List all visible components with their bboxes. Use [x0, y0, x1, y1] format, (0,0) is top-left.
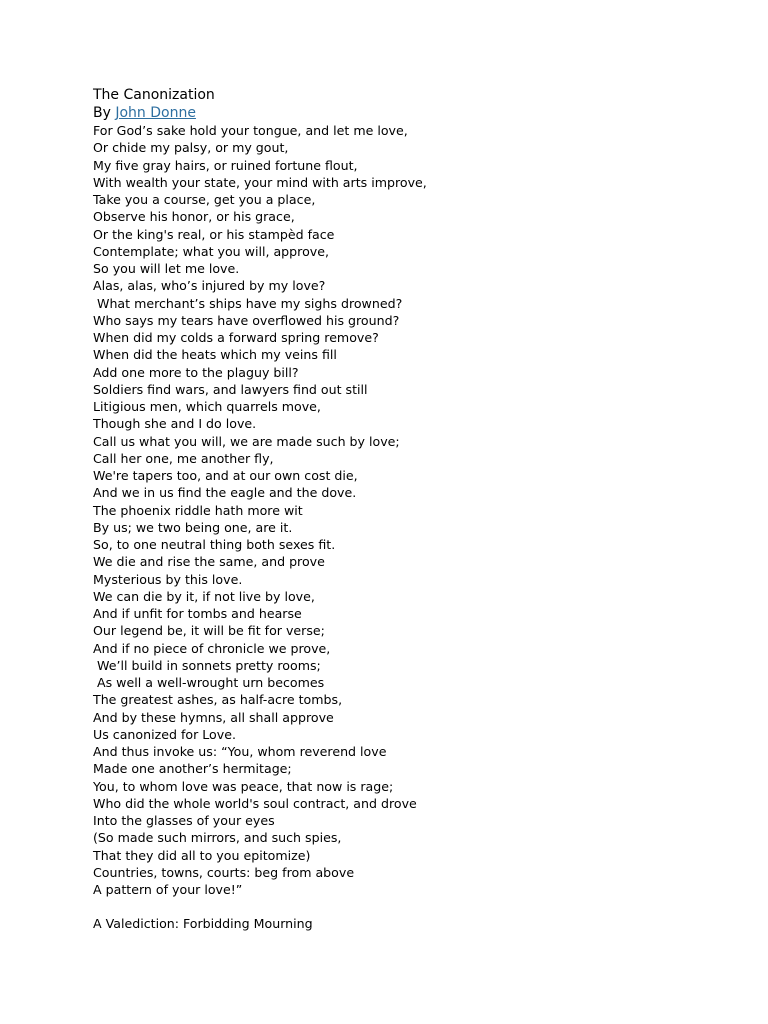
- poem-line: Mysterious by this love.: [93, 571, 243, 587]
- poem-line: Soldiers find wars, and lawyers find out still: [93, 381, 368, 397]
- poem-line: Who did the whole world's soul contract, and drove: [93, 795, 417, 811]
- poem-line: So, to one neutral thing both sexes fit.: [93, 537, 336, 552]
- poem-line: We die and rise the same, and prove: [93, 554, 325, 570]
- poem-line: So you will let me love.: [93, 261, 240, 276]
- poem-line: We’ll build in sonnets pretty rooms;: [93, 657, 321, 673]
- poem-line: Alas, alas, who’s injured by my love?: [93, 278, 326, 294]
- poem-line: Litigious men, which quarrels move,: [93, 399, 321, 414]
- poem-line: And thus invoke us: “You, whom reverend love: [93, 744, 387, 759]
- document-body: [93, 86, 713, 933]
- poem-line: And by these hymns, all shall approve: [93, 709, 334, 725]
- poem-line: The phoenix riddle hath more wit: [93, 502, 303, 518]
- poem-line: What merchant’s ships have my sighs drowned?: [93, 295, 403, 311]
- poem-line: Take you a course, get you a place,: [93, 192, 316, 207]
- poem-line: Call us what you will, we are made such by love;: [93, 433, 400, 449]
- poem-title: The Canonization: [93, 87, 215, 103]
- poem-line: Or the king's real, or his stampèd face: [93, 226, 335, 242]
- poem-line: When did the heats which my veins fill: [93, 347, 337, 363]
- poem-line: By us; we two being one, are it.: [93, 519, 293, 535]
- poem-line: We're tapers too, and at our own cost die,: [93, 468, 358, 483]
- poem-line: Made one another’s hermitage;: [93, 761, 292, 777]
- poem-line: Countries, towns, courts: beg from above: [93, 864, 355, 880]
- poem-line: Though she and I do love.: [93, 416, 257, 432]
- poem-line: Add one more to the plaguy bill?: [93, 364, 299, 380]
- poem-line: You, to whom love was peace, that now is rage;: [93, 778, 394, 794]
- author-link[interactable]: John Donne: [115, 105, 196, 121]
- poem-line: Who says my tears have overflowed his ground?: [93, 312, 400, 328]
- poem-line: A pattern of your love!”: [93, 882, 243, 897]
- poem-line: When did my colds a forward spring remove?: [93, 330, 379, 345]
- poem-line: Us canonized for Love.: [93, 726, 236, 742]
- poem-line: Or chide my palsy, or my gout,: [93, 140, 289, 156]
- poem-line: And if no piece of chronicle we prove,: [93, 640, 331, 656]
- poem-line: For God’s sake hold your tongue, and let me love,: [93, 123, 408, 138]
- poem-line: Observe his honor, or his grace,: [93, 209, 295, 225]
- poem-line: Our legend be, it will be fit for verse;: [93, 623, 325, 639]
- poem-line: The greatest ashes, as half-acre tombs,: [93, 692, 343, 708]
- poem-line: Contemplate; what you will, approve,: [93, 243, 329, 259]
- poem-lines: [93, 122, 713, 898]
- poem-line: Call her one, me another fly,: [93, 450, 274, 466]
- poem-line: With wealth your state, your mind with arts improve,: [93, 174, 427, 190]
- poem-line: And if unfit for tombs and hearse: [93, 606, 302, 621]
- byline-prefix: By: [93, 105, 116, 121]
- poem-line: Into the glasses of your eyes: [93, 813, 275, 828]
- next-poem-title: A Valediction: Forbidding Mourning: [93, 916, 313, 932]
- poem-line: As well a well-wrought urn becomes: [93, 675, 325, 690]
- poem-line: We can die by it, if not live by love,: [93, 588, 315, 604]
- poem-line: My five gray hairs, or ruined fortune flout,: [93, 157, 358, 173]
- poem-line: (So made such mirrors, and such spies,: [93, 830, 342, 846]
- poem-line: That they did all to you epitomize): [93, 847, 311, 863]
- byline: [93, 104, 713, 122]
- poem-line: And we in us find the eagle and the dove.: [93, 485, 357, 501]
